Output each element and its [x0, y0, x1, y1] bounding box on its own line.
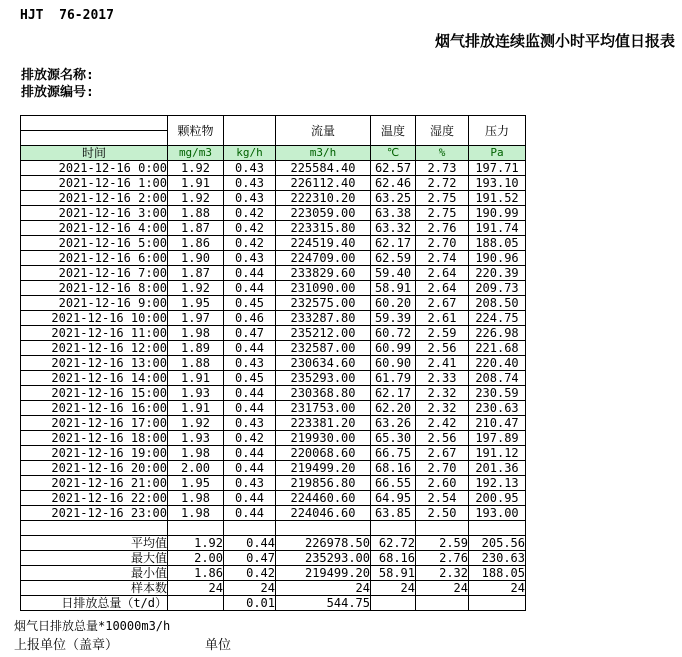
value-cell: 66.55 — [371, 476, 416, 491]
summary-value-cell: 544.75 — [276, 596, 371, 611]
unit-celsius: ℃ — [371, 146, 416, 161]
unit-mg-m3: mg/m3 — [168, 146, 224, 161]
time-cell: 2021-12-16 6:00 — [21, 251, 168, 266]
table-row — [21, 311, 526, 326]
value-cell: 0.44 — [224, 281, 276, 296]
value-cell: 208.50 — [469, 296, 526, 311]
table-row — [21, 161, 526, 176]
value-cell: 60.72 — [371, 326, 416, 341]
value-cell: 2.75 — [416, 206, 469, 221]
value-cell: 59.40 — [371, 266, 416, 281]
header-corner-top — [21, 116, 168, 131]
summary-value-cell: 205.56 — [469, 536, 526, 551]
value-cell: 63.32 — [371, 221, 416, 236]
spacer-cell — [224, 521, 276, 536]
value-cell: 0.44 — [224, 266, 276, 281]
value-cell: 62.57 — [371, 161, 416, 176]
value-cell: 226.98 — [469, 326, 526, 341]
summary-value-cell: 68.16 — [371, 551, 416, 566]
summary-value-cell: 0.42 — [224, 566, 276, 581]
value-cell: 210.47 — [469, 416, 526, 431]
value-cell: 60.90 — [371, 356, 416, 371]
value-cell: 2.70 — [416, 461, 469, 476]
value-cell: 0.43 — [224, 176, 276, 191]
summary-value-cell: 1.86 — [168, 566, 224, 581]
summary-value-cell: 62.72 — [371, 536, 416, 551]
value-cell: 235212.00 — [276, 326, 371, 341]
spacer-cell — [416, 521, 469, 536]
value-cell: 222310.20 — [276, 191, 371, 206]
value-cell: 223315.80 — [276, 221, 371, 236]
value-cell: 1.91 — [168, 176, 224, 191]
value-cell: 68.16 — [371, 461, 416, 476]
value-cell: 232587.00 — [276, 341, 371, 356]
time-cell: 2021-12-16 2:00 — [21, 191, 168, 206]
value-cell: 231753.00 — [276, 401, 371, 416]
column-header-pressure: 压力 — [469, 116, 526, 146]
table-row — [21, 341, 526, 356]
value-cell: 232575.00 — [276, 296, 371, 311]
value-cell: 0.43 — [224, 161, 276, 176]
value-cell: 1.88 — [168, 206, 224, 221]
value-cell: 1.98 — [168, 446, 224, 461]
summary-value-cell: 2.76 — [416, 551, 469, 566]
value-cell: 58.91 — [371, 281, 416, 296]
value-cell: 62.46 — [371, 176, 416, 191]
table-row — [21, 461, 526, 476]
value-cell: 1.92 — [168, 416, 224, 431]
value-cell: 225584.40 — [276, 161, 371, 176]
time-cell: 2021-12-16 5:00 — [21, 236, 168, 251]
time-cell: 2021-12-16 9:00 — [21, 296, 168, 311]
time-cell: 2021-12-16 11:00 — [21, 326, 168, 341]
value-cell: 197.89 — [469, 431, 526, 446]
summary-value-cell: 58.91 — [371, 566, 416, 581]
summary-row — [21, 596, 526, 611]
summary-value-cell: 24 — [276, 581, 371, 596]
value-cell: 201.36 — [469, 461, 526, 476]
value-cell: 2.41 — [416, 356, 469, 371]
source-name-label: 排放源名称: — [21, 68, 94, 83]
value-cell: 233287.80 — [276, 311, 371, 326]
unit-m3-h: m3/h — [276, 146, 371, 161]
value-cell: 0.44 — [224, 491, 276, 506]
value-cell: 224709.00 — [276, 251, 371, 266]
time-cell: 2021-12-16 22:00 — [21, 491, 168, 506]
summary-row — [21, 551, 526, 566]
value-cell: 2.70 — [416, 236, 469, 251]
value-cell: 0.47 — [224, 326, 276, 341]
spacer-cell — [469, 521, 526, 536]
value-cell: 191.12 — [469, 446, 526, 461]
value-cell: 1.89 — [168, 341, 224, 356]
value-cell: 224.75 — [469, 311, 526, 326]
value-cell: 2.74 — [416, 251, 469, 266]
time-cell: 2021-12-16 12:00 — [21, 341, 168, 356]
time-cell: 2021-12-16 14:00 — [21, 371, 168, 386]
summary-value-cell: 24 — [416, 581, 469, 596]
summary-value-cell: 24 — [469, 581, 526, 596]
value-cell: 0.45 — [224, 371, 276, 386]
table-row — [21, 446, 526, 461]
summary-label: 最小值 — [21, 566, 168, 581]
table-row — [21, 266, 526, 281]
table-row — [21, 281, 526, 296]
value-cell: 1.92 — [168, 191, 224, 206]
value-cell: 2.64 — [416, 266, 469, 281]
value-cell: 208.74 — [469, 371, 526, 386]
value-cell: 1.86 — [168, 236, 224, 251]
summary-value-cell — [168, 596, 224, 611]
value-cell: 219930.00 — [276, 431, 371, 446]
value-cell: 1.98 — [168, 506, 224, 521]
value-cell: 1.98 — [168, 326, 224, 341]
value-cell: 235293.00 — [276, 371, 371, 386]
table-row — [21, 386, 526, 401]
table-row — [21, 326, 526, 341]
value-cell: 1.95 — [168, 296, 224, 311]
value-cell: 62.59 — [371, 251, 416, 266]
value-cell: 63.25 — [371, 191, 416, 206]
time-column-header: 时间 — [21, 146, 168, 161]
value-cell: 62.17 — [371, 236, 416, 251]
value-cell: 1.91 — [168, 371, 224, 386]
unit-header-row — [21, 146, 526, 161]
header-corner-bottom — [21, 131, 168, 146]
value-cell: 0.44 — [224, 506, 276, 521]
reporting-unit-label: 上报单位（盖章） — [14, 638, 119, 653]
value-cell: 0.42 — [224, 206, 276, 221]
value-cell: 1.98 — [168, 491, 224, 506]
value-cell: 2.64 — [416, 281, 469, 296]
value-cell: 193.10 — [469, 176, 526, 191]
value-cell: 223381.20 — [276, 416, 371, 431]
monitoring-table — [20, 115, 526, 611]
value-cell: 191.52 — [469, 191, 526, 206]
value-cell: 2.61 — [416, 311, 469, 326]
value-cell: 60.99 — [371, 341, 416, 356]
value-cell: 223059.00 — [276, 206, 371, 221]
summary-value-cell: 24 — [168, 581, 224, 596]
column-header-particulate: 颗粒物 — [168, 116, 224, 146]
value-cell: 2.72 — [416, 176, 469, 191]
standard-code: HJT 76-2017 — [20, 8, 114, 23]
table-row — [21, 251, 526, 266]
summary-value-cell: 24 — [224, 581, 276, 596]
value-cell: 224046.60 — [276, 506, 371, 521]
value-cell: 0.42 — [224, 431, 276, 446]
value-cell: 0.43 — [224, 191, 276, 206]
value-cell: 2.56 — [416, 431, 469, 446]
time-cell: 2021-12-16 13:00 — [21, 356, 168, 371]
table-row — [21, 236, 526, 251]
value-cell: 220.39 — [469, 266, 526, 281]
value-cell: 192.13 — [469, 476, 526, 491]
column-header-humidity: 湿度 — [416, 116, 469, 146]
value-cell: 1.90 — [168, 251, 224, 266]
table-row — [21, 176, 526, 191]
value-cell: 0.43 — [224, 416, 276, 431]
summary-value-cell — [416, 596, 469, 611]
value-cell: 193.00 — [469, 506, 526, 521]
time-cell: 2021-12-16 20:00 — [21, 461, 168, 476]
value-cell: 2.42 — [416, 416, 469, 431]
value-cell: 0.44 — [224, 401, 276, 416]
value-cell: 62.20 — [371, 401, 416, 416]
value-cell: 2.50 — [416, 506, 469, 521]
summary-value-cell: 230.63 — [469, 551, 526, 566]
value-cell: 1.91 — [168, 401, 224, 416]
value-cell: 224460.60 — [276, 491, 371, 506]
value-cell: 2.59 — [416, 326, 469, 341]
summary-value-cell: 0.01 — [224, 596, 276, 611]
summary-value-cell: 188.05 — [469, 566, 526, 581]
value-cell: 2.54 — [416, 491, 469, 506]
value-cell: 2.33 — [416, 371, 469, 386]
value-cell: 0.45 — [224, 296, 276, 311]
value-cell: 2.00 — [168, 461, 224, 476]
value-cell: 0.44 — [224, 461, 276, 476]
value-cell: 65.30 — [371, 431, 416, 446]
table-row — [21, 491, 526, 506]
summary-row — [21, 581, 526, 596]
spacer-cell — [276, 521, 371, 536]
value-cell: 197.71 — [469, 161, 526, 176]
table-row — [21, 356, 526, 371]
time-cell: 2021-12-16 21:00 — [21, 476, 168, 491]
spacer-cell — [21, 521, 168, 536]
value-cell: 209.73 — [469, 281, 526, 296]
table-row — [21, 506, 526, 521]
value-cell: 190.96 — [469, 251, 526, 266]
value-cell: 226112.40 — [276, 176, 371, 191]
value-cell: 1.93 — [168, 386, 224, 401]
summary-value-cell: 2.00 — [168, 551, 224, 566]
value-cell: 66.75 — [371, 446, 416, 461]
column-header-flow: 流量 — [276, 116, 371, 146]
summary-value-cell — [371, 596, 416, 611]
unit-label: 单位 — [205, 638, 232, 653]
value-cell: 2.56 — [416, 341, 469, 356]
time-cell: 2021-12-16 8:00 — [21, 281, 168, 296]
table-row — [21, 401, 526, 416]
time-cell: 2021-12-16 3:00 — [21, 206, 168, 221]
value-cell: 190.99 — [469, 206, 526, 221]
value-cell: 230.59 — [469, 386, 526, 401]
summary-row — [21, 566, 526, 581]
page-title: 烟气排放连续监测小时平均值日报表 — [434, 32, 675, 50]
time-cell: 2021-12-16 16:00 — [21, 401, 168, 416]
value-cell: 60.20 — [371, 296, 416, 311]
value-cell: 0.46 — [224, 311, 276, 326]
value-cell: 0.44 — [224, 386, 276, 401]
value-cell: 0.43 — [224, 476, 276, 491]
value-cell: 2.60 — [416, 476, 469, 491]
table-row — [21, 476, 526, 491]
unit-pa: Pa — [469, 146, 526, 161]
time-cell: 2021-12-16 18:00 — [21, 431, 168, 446]
value-cell: 230368.80 — [276, 386, 371, 401]
source-code-label: 排放源编号: — [21, 85, 94, 100]
value-cell: 2.76 — [416, 221, 469, 236]
summary-value-cell: 0.47 — [224, 551, 276, 566]
time-cell: 2021-12-16 0:00 — [21, 161, 168, 176]
value-cell: 224519.40 — [276, 236, 371, 251]
value-cell: 0.42 — [224, 236, 276, 251]
summary-row — [21, 536, 526, 551]
value-cell: 233829.60 — [276, 266, 371, 281]
value-cell: 2.32 — [416, 401, 469, 416]
value-cell: 0.42 — [224, 221, 276, 236]
value-cell: 64.95 — [371, 491, 416, 506]
value-cell: 191.74 — [469, 221, 526, 236]
time-cell: 2021-12-16 1:00 — [21, 176, 168, 191]
value-cell: 1.95 — [168, 476, 224, 491]
value-cell: 1.87 — [168, 221, 224, 236]
time-cell: 2021-12-16 4:00 — [21, 221, 168, 236]
summary-value-cell: 226978.50 — [276, 536, 371, 551]
value-cell: 63.85 — [371, 506, 416, 521]
group-header-row — [21, 116, 526, 131]
value-cell: 63.38 — [371, 206, 416, 221]
value-cell: 0.43 — [224, 251, 276, 266]
value-cell: 188.05 — [469, 236, 526, 251]
time-cell: 2021-12-16 17:00 — [21, 416, 168, 431]
value-cell: 219499.20 — [276, 461, 371, 476]
time-cell: 2021-12-16 15:00 — [21, 386, 168, 401]
summary-value-cell: 219499.20 — [276, 566, 371, 581]
table-row — [21, 371, 526, 386]
summary-value-cell: 235293.00 — [276, 551, 371, 566]
summary-value-cell — [469, 596, 526, 611]
spacer-cell — [371, 521, 416, 536]
spacer-cell — [168, 521, 224, 536]
value-cell: 62.17 — [371, 386, 416, 401]
daily-total-note: 烟气日排放总量*10000m3/h — [14, 619, 171, 633]
summary-value-cell: 0.44 — [224, 536, 276, 551]
value-cell: 230.63 — [469, 401, 526, 416]
table-body — [21, 161, 526, 611]
column-header-temperature: 温度 — [371, 116, 416, 146]
summary-label: 样本数 — [21, 581, 168, 596]
value-cell: 61.79 — [371, 371, 416, 386]
value-cell: 221.68 — [469, 341, 526, 356]
time-cell: 2021-12-16 7:00 — [21, 266, 168, 281]
unit-kg-h: kg/h — [224, 146, 276, 161]
summary-value-cell: 2.59 — [416, 536, 469, 551]
value-cell: 2.73 — [416, 161, 469, 176]
value-cell: 2.67 — [416, 296, 469, 311]
value-cell: 219856.80 — [276, 476, 371, 491]
value-cell: 59.39 — [371, 311, 416, 326]
table-row — [21, 221, 526, 236]
table-row — [21, 431, 526, 446]
value-cell: 1.93 — [168, 431, 224, 446]
summary-value-cell: 2.32 — [416, 566, 469, 581]
spacer-row — [21, 521, 526, 536]
value-cell: 0.44 — [224, 446, 276, 461]
value-cell: 0.43 — [224, 356, 276, 371]
value-cell: 231090.00 — [276, 281, 371, 296]
summary-label: 最大值 — [21, 551, 168, 566]
value-cell: 220068.60 — [276, 446, 371, 461]
value-cell: 1.87 — [168, 266, 224, 281]
time-cell: 2021-12-16 10:00 — [21, 311, 168, 326]
value-cell: 0.44 — [224, 341, 276, 356]
table-row — [21, 296, 526, 311]
value-cell: 1.92 — [168, 281, 224, 296]
value-cell: 230634.60 — [276, 356, 371, 371]
time-cell: 2021-12-16 19:00 — [21, 446, 168, 461]
value-cell: 63.26 — [371, 416, 416, 431]
value-cell: 1.88 — [168, 356, 224, 371]
summary-label: 平均值 — [21, 536, 168, 551]
value-cell: 1.97 — [168, 311, 224, 326]
table-row — [21, 206, 526, 221]
summary-value-cell: 1.92 — [168, 536, 224, 551]
unit-percent: % — [416, 146, 469, 161]
table-row — [21, 416, 526, 431]
column-header-particulate-spacer — [224, 116, 276, 146]
value-cell: 200.95 — [469, 491, 526, 506]
summary-value-cell: 24 — [371, 581, 416, 596]
value-cell: 1.92 — [168, 161, 224, 176]
value-cell: 2.67 — [416, 446, 469, 461]
value-cell: 2.75 — [416, 191, 469, 206]
summary-label: 日排放总量（t/d） — [21, 596, 168, 611]
value-cell: 220.40 — [469, 356, 526, 371]
value-cell: 2.32 — [416, 386, 469, 401]
time-cell: 2021-12-16 23:00 — [21, 506, 168, 521]
table-row — [21, 191, 526, 206]
